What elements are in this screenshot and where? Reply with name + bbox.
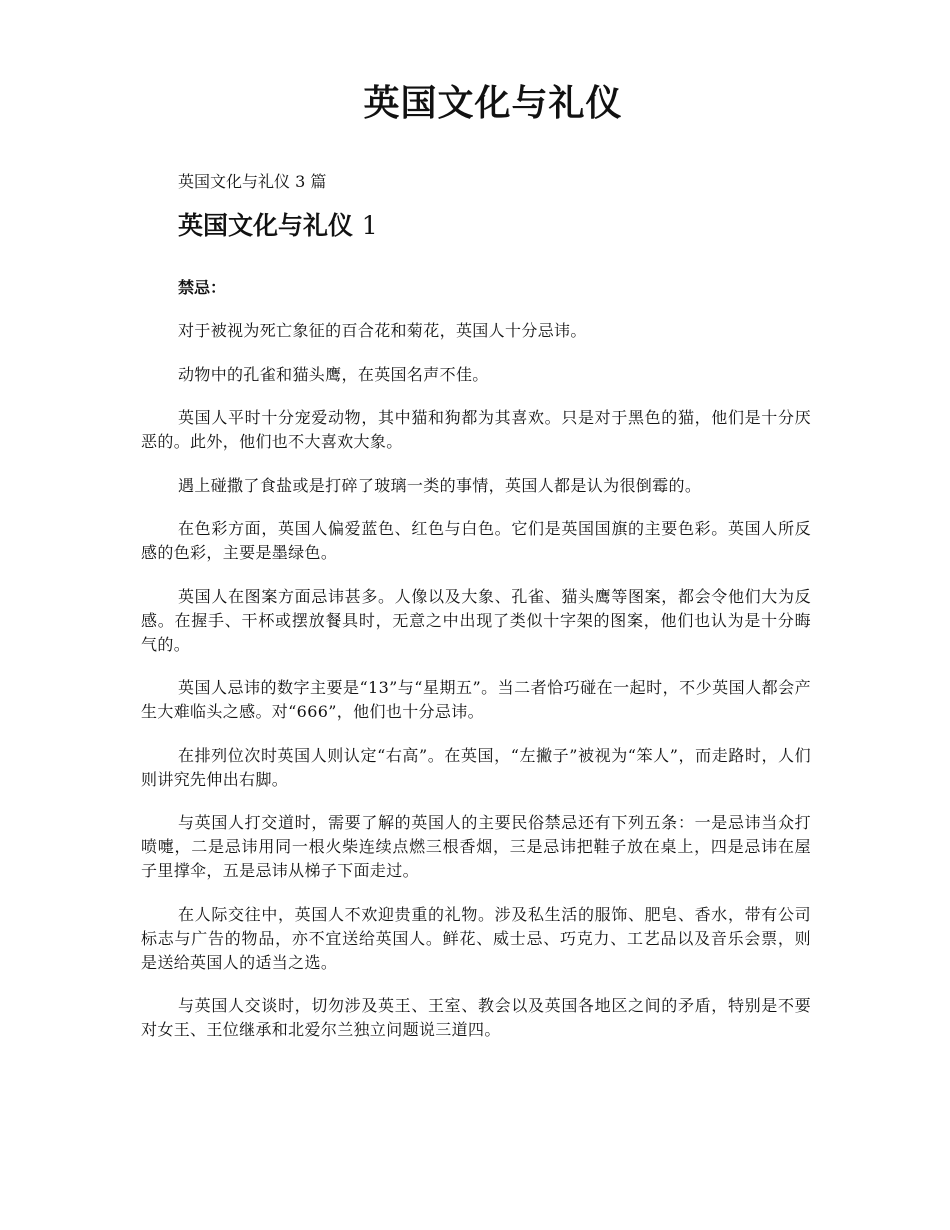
taboo-label: 禁忌： <box>178 278 227 297</box>
document-subtitle: 英国文化与礼仪 3 篇 <box>178 172 327 191</box>
paragraph: 英国人在图案方面忌讳甚多。人像以及大象、孔雀、猫头鹰等图案，都会令他们大为反感。在握手、干杯或摆放餐具时，无意之中出现了类似十字架的图案，他们也认为是十分晦气的。 <box>141 586 811 654</box>
paragraph: 与英国人打交道时，需要了解的英国人的主要民俗禁忌还有下列五条：一是忌讳当众打喷嚏，二是忌讳用同一根火柴连续点燃三根香烟，三是忌讳把鞋子放在桌上，四是忌讳在屋子里撑伞，五是忌讳从梯子下面走过。 <box>141 813 811 880</box>
paragraph: 英国人平时十分宠爱动物，其中猫和狗都为其喜欢。只是对于黑色的猫，他们是十分厌恶的。此外，他们也不大喜欢大象。 <box>141 408 811 451</box>
section-heading-text: 英国文化与礼仪 <box>178 211 354 240</box>
paragraph: 遇上碰撒了食盐或是打碎了玻璃一类的事情，英国人都是认为很倒霉的。 <box>178 475 702 495</box>
paragraph: 动物中的孔雀和猫头鹰，在英国名声不佳。 <box>178 364 489 384</box>
paragraph: 对于被视为死亡象征的百合花和菊花，英国人十分忌讳。 <box>178 321 587 340</box>
section-heading <box>178 206 378 246</box>
paragraph: 在排列位次时英国人则认定“右高”。在英国，“左撇子”被视为“笨人”，而走路时，人们则讲究先伸出右脚。 <box>141 745 811 789</box>
document-title: 英国文化与礼仪 <box>363 83 623 124</box>
section-number: 1 <box>361 211 378 240</box>
paragraph: 与英国人交谈时，切勿涉及英王、王室、教会以及英国各地区之间的矛盾，特别是不要对女王、王位继承和北爱尔兰独立问题说三道四。 <box>141 996 811 1039</box>
paragraph: 在色彩方面，英国人偏爱蓝色、红色与白色。它们是英国国旗的主要色彩。英国人所反感的色彩，主要是墨绿色。 <box>141 519 811 562</box>
paragraph: 英国人忌讳的数字主要是“13”与“星期五”。当二者恰巧碰在一起时，不少英国人都会产生大难临头之感。对“666”，他们也十分忌讳。 <box>141 678 811 721</box>
body-text <box>141 319 811 1062</box>
paragraph: 在人际交往中，英国人不欢迎贵重的礼物。涉及私生活的服饰、肥皂、香水，带有公司标志与广告的物品，亦不宜送给英国人。鲜花、威士忌、巧克力、工艺品以及音乐会票，则是送给英国人的适当之选。 <box>141 904 811 972</box>
